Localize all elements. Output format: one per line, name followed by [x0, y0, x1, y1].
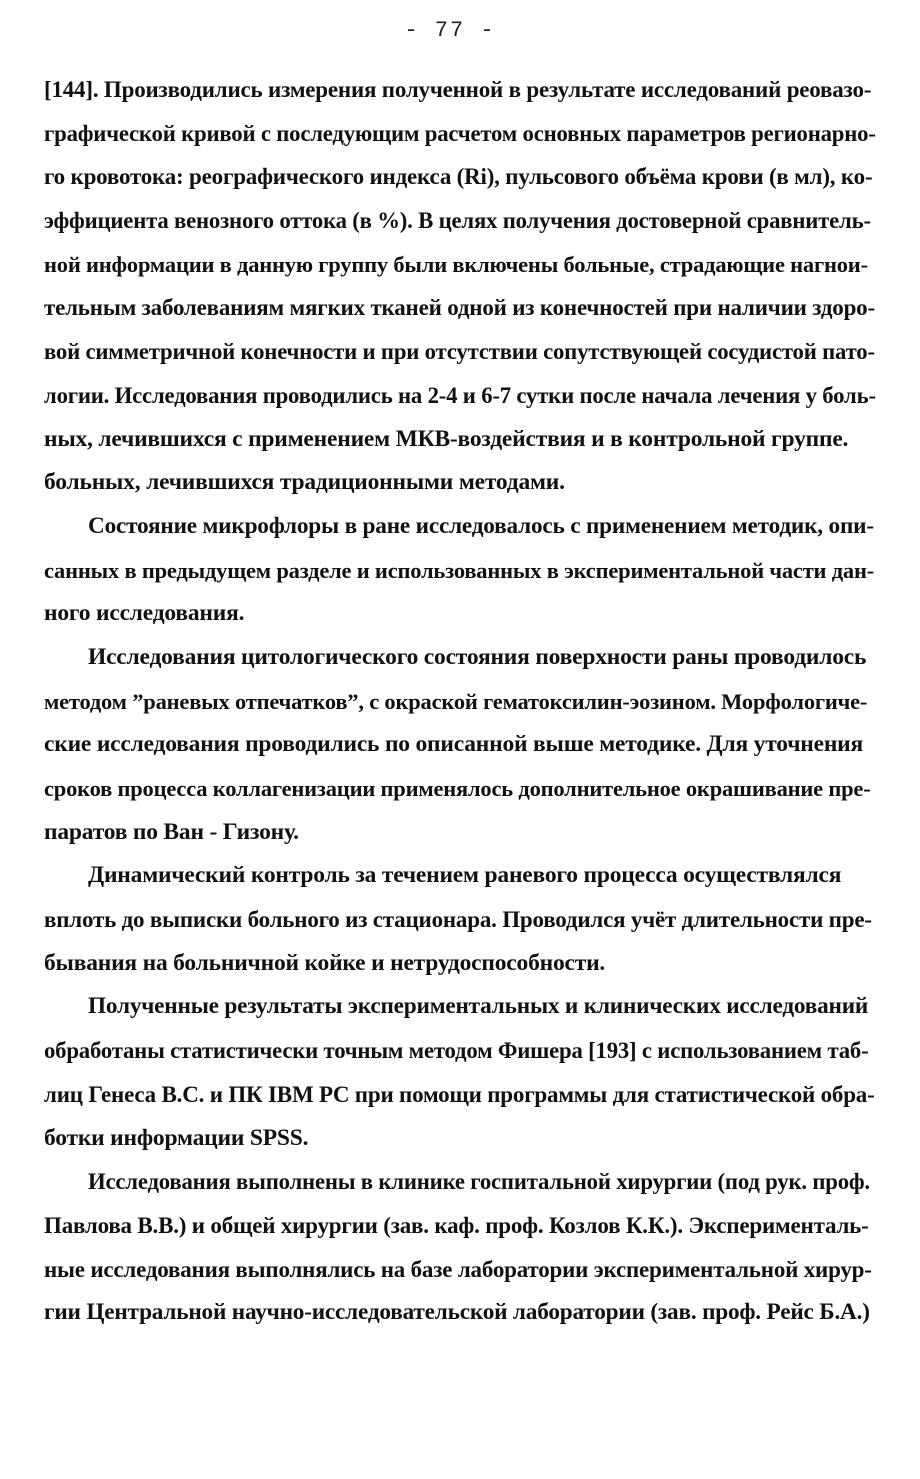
text-line: ных, лечившихся с применением МКВ-воздействия и в контрольной группе.: [44, 425, 849, 452]
text-line: ной информации в данную группу были включены больные, страдающие нагнои-: [44, 251, 868, 277]
paragraph: [44, 636, 876, 854]
text-line: го кровотока: реографического индекса (Ri), пульсового объёма крови (в мл), ко-: [44, 164, 873, 190]
page-number: - 77 -: [404, 18, 496, 43]
text-line: Полученные результаты экспериментальных и клинических исследований: [88, 993, 869, 1020]
text-line: вплоть до выписки больного из стационара. Проводился учёт длительности пре-: [44, 907, 872, 933]
text-line: ские исследования проводились по описанной выше методике. Для уточнения: [44, 731, 864, 758]
text-line: Динамический контроль за течением раневого процесса осуществлялся: [88, 862, 842, 889]
text-line: вой симметричной конечности и при отсутствии сопутствующей сосудистой пато-: [44, 339, 875, 365]
text-line: сроков процесса коллагенизации применялось дополнительное окрашивание пре-: [44, 776, 871, 801]
text-line: тельным заболеваниям мягких тканей одной из конечностей при наличии здоро-: [44, 295, 875, 321]
text-line: обработаны статистически точным методом Фишера [193] с использованием таб-: [44, 1038, 869, 1064]
text-line: лиц Генеса В.С. и ПК IBM PC при помощи программы для статистической обра-: [44, 1081, 875, 1107]
text-line: ного исследования.: [44, 600, 245, 627]
paragraph: [44, 68, 876, 505]
text-line: логии. Исследования проводились на 2-4 и 6-7 сутки после начала лечения у боль-: [44, 382, 876, 408]
text-line: санных в предыдущем разделе и использованных в экспериментальной части дан-: [44, 557, 875, 583]
text-line: [144]. Производились измерения полученной в результате исследований реовазо-: [44, 77, 872, 102]
text-line: Исследования цитологического состояния поверхности раны проводилось: [88, 643, 867, 670]
paragraph: [44, 854, 876, 985]
text-line: Исследования выполнены в клинике госпитальной хирургии (под рук. проф.: [88, 1169, 870, 1195]
paragraph: [44, 1160, 876, 1335]
paragraph: [44, 505, 876, 636]
text-line: гии Центральной научно-исследовательской лаборатории (зав. проф. Рейс Б.А.): [44, 1299, 870, 1326]
document-body: [44, 68, 876, 1335]
text-line: Павлова В.В.) и общей хирургии (зав. каф. проф. Козлов К.К.). Эксперименталь-: [44, 1212, 869, 1238]
text-line: больных, лечившихся традиционными методами.: [44, 469, 565, 496]
text-line: методом ”раневых отпечатков”, с окраской гематоксилин-эозином. Морфологиче-: [44, 688, 868, 714]
text-line: ные исследования выполнялись на базе лаборатории экспериментальной хирур-: [44, 1256, 872, 1282]
text-line: эффициента венозного оттока (в %). В целях получения достоверной сравнитель-: [44, 208, 871, 234]
text-line: графической кривой с последующим расчетом основных параметров регионарно-: [44, 120, 876, 146]
text-line: бывания на больничной койке и нетрудоспособности.: [44, 949, 606, 976]
text-line: паратов по Ван - Гизону.: [44, 818, 299, 845]
text-line: Состояние микрофлоры в ране исследовалось с применением методик, опи-: [88, 512, 874, 539]
paragraph: [44, 985, 876, 1160]
text-line: ботки информации SPSS.: [44, 1124, 309, 1151]
